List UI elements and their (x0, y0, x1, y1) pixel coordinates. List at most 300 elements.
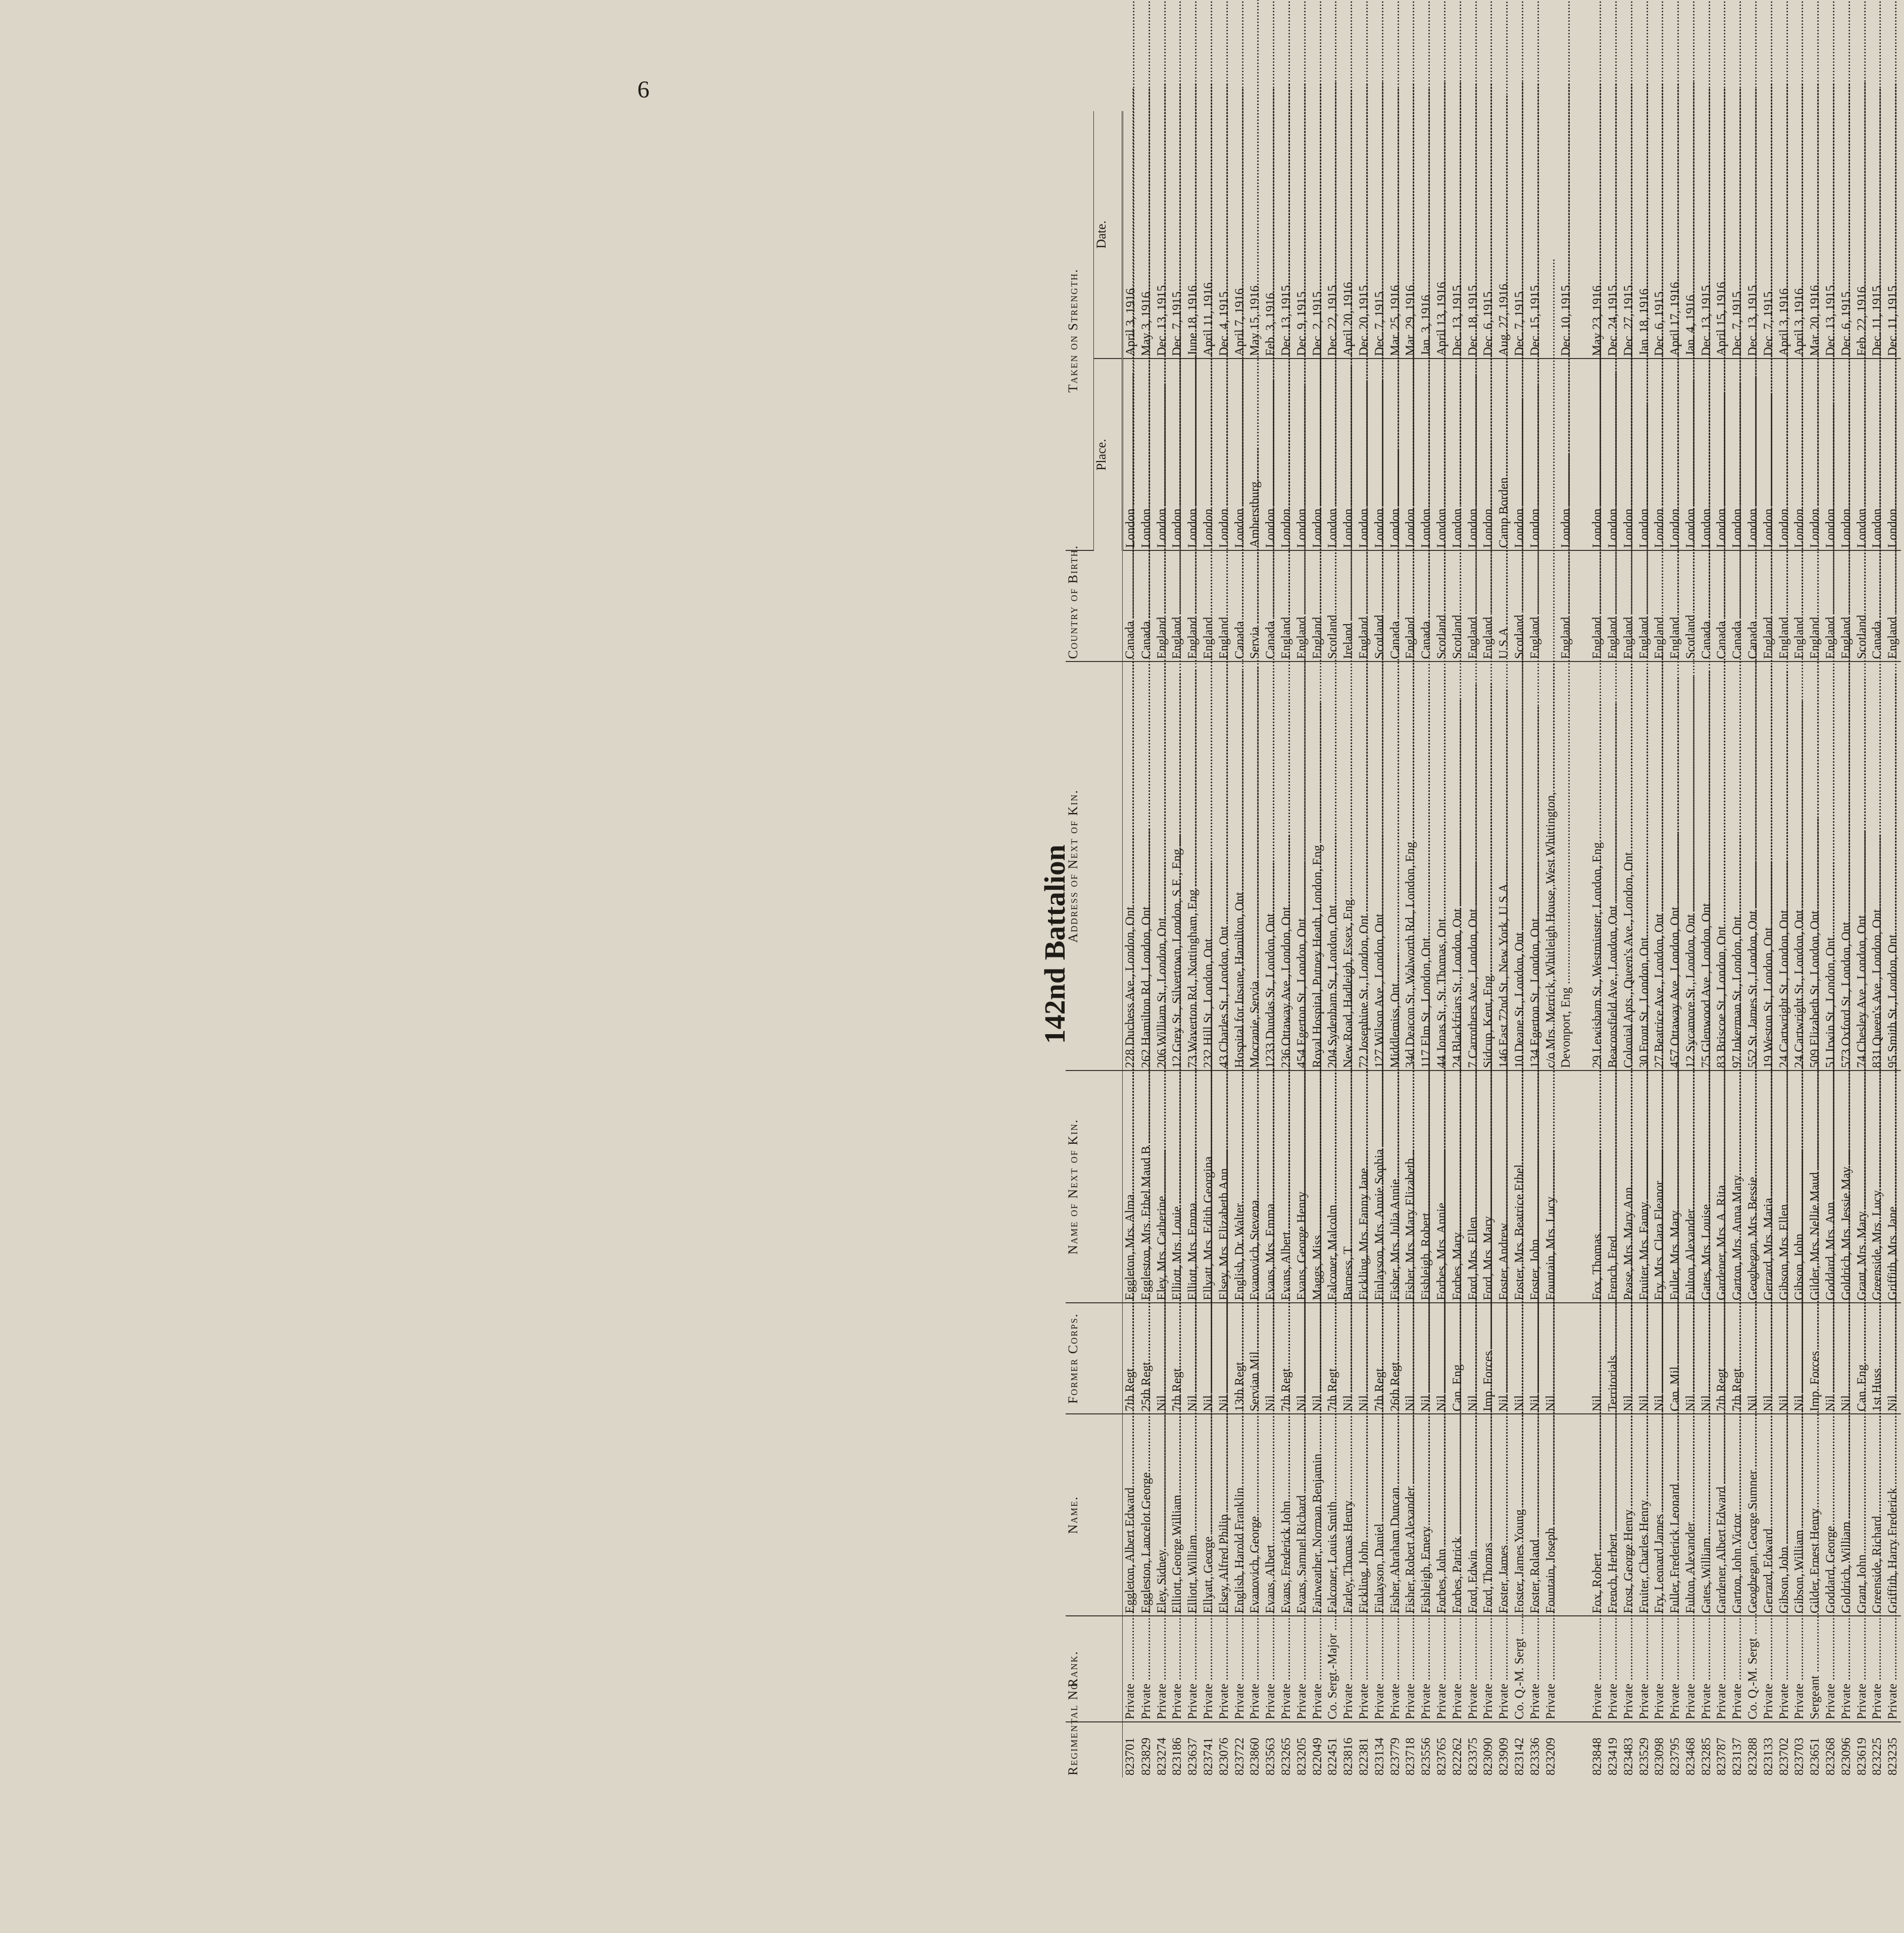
cell-name: Fickling, John ..... (1357, 1414, 1372, 1616)
cell-regimental-no: 823186 (1170, 1738, 1184, 1775)
table-row (1185, 111, 1201, 1777)
cell-date: Dec. 15, 1915 (1528, 111, 1543, 359)
cell-next-of-kin: Falconer, Malcolm ..... (1325, 1071, 1341, 1303)
cell-name: Gibson, William ..... (1792, 1414, 1808, 1616)
cell-next-of-kin: Fisher, Mrs. Julia Annie ..... (1388, 1071, 1404, 1303)
cell-date: Dec. 9, 1915 (1294, 111, 1310, 359)
cell-former-corps: Nil ..... (1263, 1303, 1279, 1414)
table-row (1808, 111, 1823, 1777)
cell-regimental-no: 823235 (1886, 1738, 1900, 1775)
cell-country: Canada ..... (1730, 550, 1745, 662)
cell-address: 454 Egerton St., London, Ont ..... (1294, 662, 1310, 1071)
cell-country: Scotland ..... (1450, 550, 1466, 662)
cell-rank: Private ..... (1217, 1616, 1232, 1722)
cell-rank: Private ..... (1839, 1616, 1855, 1722)
cell-regimental-no: 823741 (1201, 1738, 1215, 1775)
cell-country: Scotland ..... (1683, 550, 1699, 662)
cell-regimental-no: 823137 (1730, 1738, 1744, 1775)
cell-regimental-no: 823702 (1777, 1738, 1791, 1775)
cell-country: Scotland ..... (1512, 550, 1528, 662)
cell-country: England ..... (1155, 550, 1170, 662)
table-row (1621, 111, 1637, 1777)
cell-next-of-kin: Pease, Mrs. Mary Ann ..... (1621, 1071, 1637, 1303)
cell-name: Fishleigh, Emery ..... (1419, 1414, 1434, 1616)
table-row (1403, 111, 1419, 1777)
cell-address: 73 Waverton Rd., Nottingham, Eng ..... (1185, 662, 1201, 1071)
cell-address: 204 Sydenham St., London, Ont ..... (1325, 662, 1341, 1071)
cell-regimental-no: 823829 (1139, 1738, 1153, 1775)
cell-address: 262 Hamilton Rd., London, Ont ..... (1139, 662, 1155, 1071)
cell-next-of-kin: Ellyatt, Mrs. Edith Georgina ..... (1201, 1071, 1217, 1303)
cell-rank: Private ..... (1247, 1616, 1263, 1722)
header-next-of-kin: Name of Next of Kin. (1066, 1071, 1123, 1303)
cell-date: June 18, 1916 (1185, 111, 1201, 359)
cell-place: London ..... (1341, 359, 1357, 550)
table-row (1232, 111, 1248, 1777)
cell-former-corps: Territorials ..... (1606, 1303, 1621, 1414)
cell-rank: Private ..... (1185, 1616, 1201, 1722)
cell-country: England ..... (1170, 550, 1185, 662)
cell-rank: Private ..... (1714, 1616, 1730, 1722)
cell-regimental-no: 823787 (1715, 1738, 1729, 1775)
cell-next-of-kin: Gilder, Mrs. Nellie Maud ..... (1808, 1071, 1823, 1303)
cell-former-corps: Nil ..... (1590, 1303, 1606, 1414)
table-row (1450, 111, 1466, 1777)
cell-regimental-no: 823375 (1466, 1738, 1480, 1775)
cell-address: 552 St. James St., London, Ont ..... (1745, 662, 1761, 1071)
cell-country: Canada ..... (1388, 550, 1404, 662)
cell-date: April 20, 1916 (1341, 111, 1357, 359)
cell-regimental-no: 823556 (1419, 1738, 1433, 1775)
cell-former-corps: Nil ..... (1434, 1303, 1450, 1414)
cell-regimental-no: 823419 (1606, 1738, 1620, 1775)
cell-name: Fruiter, Charles Henry ..... (1637, 1414, 1652, 1616)
cell-date: Dec. 6, 1915 (1839, 111, 1855, 359)
cell-next-of-kin: Elliott, Mrs. Emma ..... (1185, 1071, 1201, 1303)
table-row (1745, 111, 1761, 1777)
row-gap (1574, 111, 1590, 1777)
cell-name: Gates, William ..... (1699, 1414, 1715, 1616)
cell-name: Forbes, John ..... (1434, 1414, 1450, 1616)
cell-former-corps: Nil ..... (1683, 1303, 1699, 1414)
cell-address: 29 Lewisham St., Westminster, London, Eng ..... (1590, 662, 1606, 1071)
cell-former-corps: Nil ..... (1885, 1303, 1901, 1414)
cell-place: London ..... (1885, 359, 1901, 550)
cell-name: Gerrard, Edward ..... (1761, 1414, 1777, 1616)
cell-address: 236 Ottaway Ave., London, Ont ..... (1279, 662, 1294, 1071)
cell-address: 19 Weston St., London, Ont ..... (1761, 662, 1777, 1071)
cell-rank: Private ..... (1201, 1616, 1217, 1722)
cell-rank: Private ..... (1434, 1616, 1450, 1722)
cell-former-corps: Nil ..... (1419, 1303, 1434, 1414)
cell-rank: Private ..... (1263, 1616, 1279, 1722)
cell-regimental-no: 823779 (1388, 1738, 1402, 1775)
table-row (1263, 111, 1279, 1777)
cell-date: April 13, 1916 (1434, 111, 1450, 359)
table-row (1543, 111, 1559, 1777)
cell-country: England ..... (1403, 550, 1419, 662)
cell-name: Greenside, Richard ..... (1870, 1414, 1885, 1616)
cell-next-of-kin: Foster, Mrs. Beatrice Ethel ..... (1512, 1071, 1528, 1303)
cell-rank: Private ..... (1450, 1616, 1466, 1722)
table-row (1201, 111, 1217, 1777)
cell-date: Dec. 13, 1915 (1155, 111, 1170, 359)
cell-country: Scotland ..... (1372, 550, 1388, 662)
cell-former-corps: Nil ..... (1839, 1303, 1855, 1414)
cell-address: Sidcup, Kent, Eng ..... (1481, 662, 1496, 1071)
cell-rank: Private ..... (1139, 1616, 1155, 1722)
cell-regimental-no: 823096 (1839, 1738, 1853, 1775)
cell-name: Fisher, Robert Alexander ..... (1403, 1414, 1419, 1616)
cell-place: London ..... (1279, 359, 1294, 550)
cell-next-of-kin: Fruiter, Mrs. Fanny ..... (1637, 1071, 1652, 1303)
table-row (1434, 111, 1450, 1777)
header-place: Place. (1094, 359, 1123, 550)
cell-place: London ..... (1668, 359, 1683, 550)
cell-place: London ..... (1714, 359, 1730, 550)
cell-country: Canada ..... (1419, 550, 1434, 662)
cell-regimental-no: 823795 (1668, 1738, 1682, 1775)
cell-former-corps: Nil ..... (1777, 1303, 1792, 1414)
cell-name: Fisher, Abraham Duncan ..... (1388, 1414, 1404, 1616)
cell-rank: Private ..... (1637, 1616, 1652, 1722)
cell-place: London ..... (1232, 359, 1248, 550)
cell-date: Dec. 11, 1915 (1870, 111, 1885, 359)
cell-country: England ..... (1466, 550, 1481, 662)
cell-country: Canada ..... (1745, 550, 1761, 662)
cell-former-corps: 7th Regt ..... (1714, 1303, 1730, 1414)
cell-next-of-kin: Fulton, Alexander ..... (1683, 1071, 1699, 1303)
cell-rank: Private ..... (1777, 1616, 1792, 1722)
cell-regimental-no: 823268 (1824, 1738, 1838, 1775)
cell-former-corps: Nil ..... (1528, 1303, 1543, 1414)
cell-regimental-no: 823468 (1683, 1738, 1697, 1775)
cell-date: Dec. 13, 1915 (1745, 111, 1761, 359)
cell-rank: Private ..... (1590, 1616, 1606, 1722)
cell-next-of-kin: Grant, Mrs. Mary ..... (1855, 1071, 1870, 1303)
cell-former-corps: 7th Regt ..... (1123, 1303, 1139, 1414)
cell-rank: Private ..... (1528, 1616, 1543, 1722)
cell-next-of-kin: Finlayson, Mrs. Annie Sophia ..... (1372, 1071, 1388, 1303)
cell-address: Colonial Apts., Queen's Ave., London, Ont ..... (1621, 662, 1637, 1071)
header-former-corps: Former Corps. (1066, 1303, 1123, 1414)
cell-date: Dec. 13, 1915 (1823, 111, 1839, 359)
cell-next-of-kin: Ford, Mrs. Mary ..... (1481, 1071, 1496, 1303)
cell-place: London ..... (1839, 359, 1855, 550)
cell-next-of-kin: Elliott, Mrs. Louie ..... (1170, 1071, 1185, 1303)
header-country: Country of Birth. (1066, 550, 1123, 662)
cell-name: French, Herbert ..... (1606, 1414, 1621, 1616)
cell-address: 24 Blackfriars St., London, Ont ..... (1450, 662, 1466, 1071)
header-name: Name. (1066, 1414, 1123, 1616)
cell-address: Royal Hospital, Putney Heath, London, Eng ..... (1310, 662, 1326, 1071)
cell-country: Servia ..... (1247, 550, 1263, 662)
table-row (1606, 111, 1621, 1777)
table-row (1357, 111, 1372, 1777)
cell-address: 831 Queen's Ave., London, Ont ..... (1870, 662, 1885, 1071)
cell-next-of-kin: Gerrard, Mrs. Maria ..... (1761, 1071, 1777, 1303)
cell-former-corps: 7th Regt ..... (1325, 1303, 1341, 1414)
cell-next-of-kin (1559, 1071, 1574, 1303)
cell-country: Canada ..... (1123, 550, 1139, 662)
cell-regimental-no: 823134 (1372, 1738, 1386, 1775)
cell-regimental-no: 823718 (1404, 1738, 1418, 1775)
cell-rank: Private ..... (1792, 1616, 1808, 1722)
cell-name: Evans, Albert ..... (1263, 1414, 1279, 1616)
cell-next-of-kin: Evans, Mrs. Emma ..... (1263, 1071, 1279, 1303)
cell-date: Feb. 22, 1916 (1855, 111, 1870, 359)
cell-date: Dec. 11, 1915 (1885, 111, 1901, 359)
cell-country: England ..... (1839, 550, 1855, 662)
cell-former-corps: Can. Eng ..... (1450, 1303, 1466, 1414)
cell-address: 34d Deacon St., Walworth Rd., London, Eng ..... (1403, 662, 1419, 1071)
cell-former-corps: Nil ..... (1699, 1303, 1715, 1414)
cell-next-of-kin: Eley, Mrs. Catherine ..... (1155, 1071, 1170, 1303)
cell-former-corps: Servian Mil ..... (1247, 1303, 1263, 1414)
cell-next-of-kin: Gates, Mrs. Louise ..... (1699, 1071, 1715, 1303)
cell-name: Grant, John ..... (1855, 1414, 1870, 1616)
cell-country: England ..... (1668, 550, 1683, 662)
table-row (1668, 111, 1683, 1777)
cell-address: 83 Briscoe St., London, Ont ..... (1714, 662, 1730, 1071)
cell-rank: Private ..... (1388, 1616, 1404, 1722)
cell-date: April 3, 1916 (1123, 111, 1139, 359)
cell-name: Eggleton, Albert Edward ..... (1123, 1414, 1139, 1616)
cell-place: London ..... (1155, 359, 1170, 550)
cell-address: 95 Smith St., London, Ont ..... (1885, 662, 1901, 1071)
cell-rank: Co. Q.-M. Sergt ..... (1745, 1616, 1761, 1722)
cell-rank: Private ..... (1357, 1616, 1372, 1722)
cell-address: 74 Chesley Ave., London, Ont ..... (1855, 662, 1870, 1071)
cell-rank: Sergeant ..... (1808, 1616, 1823, 1722)
cell-regimental-no: 823090 (1481, 1738, 1495, 1775)
cell-date: Jan. 18, 1916 (1637, 111, 1652, 359)
cell-rank: Private ..... (1855, 1616, 1870, 1722)
cell-address: Beaconsfield Ave., London, Ont ..... (1606, 662, 1621, 1071)
cell-name: Finlayson, Daniel ..... (1372, 1414, 1388, 1616)
cell-former-corps: 7th Regt ..... (1372, 1303, 1388, 1414)
cell-place: London ..... (1201, 359, 1217, 550)
cell-place: London ..... (1123, 359, 1139, 550)
cell-next-of-kin: Maggs, Miss ..... (1310, 1071, 1326, 1303)
cell-next-of-kin: Gardener, Mrs. A. Rita ..... (1714, 1071, 1730, 1303)
cell-address: 43 Charles St., London, Ont ..... (1217, 662, 1232, 1071)
cell-country: Canada ..... (1714, 550, 1730, 662)
cell-place: London ..... (1170, 359, 1185, 550)
cell-former-corps: Nil ..... (1637, 1303, 1652, 1414)
cell-country: England ..... (1792, 550, 1808, 662)
cell-country: Scotland ..... (1434, 550, 1450, 662)
cell-regimental-no: 823225 (1870, 1738, 1884, 1775)
cell-regimental-no: 822049 (1310, 1738, 1324, 1775)
cell-former-corps: 25th Regt ..... (1139, 1303, 1155, 1414)
cell-date: Dec. 7, 1915 (1512, 111, 1528, 359)
cell-place: London ..... (1637, 359, 1652, 550)
cell-name: Goddard, George ..... (1823, 1414, 1839, 1616)
table-row (1123, 111, 1139, 1777)
page-number: 6 (637, 76, 649, 103)
cell-rank: Private ..... (1403, 1616, 1419, 1722)
cell-former-corps: Nil ..... (1201, 1303, 1217, 1414)
cell-name: Gardener, Albert Edward ..... (1714, 1414, 1730, 1616)
header-taken-on-strength: Taken on Strength. (1066, 111, 1094, 550)
cell-regimental-no: 823285 (1699, 1738, 1713, 1775)
header-rank: Rank. (1066, 1616, 1123, 1722)
cell-former-corps: Nil ..... (1512, 1303, 1528, 1414)
cell-date: Mar. 20, 1916 (1808, 111, 1823, 359)
cell-name: Griffith, Harry Frederick ..... (1885, 1414, 1901, 1616)
cell-name: Fulton, Alexander ..... (1683, 1414, 1699, 1616)
cell-place: London ..... (1777, 359, 1792, 550)
cell-regimental-no: 823483 (1621, 1738, 1635, 1775)
cell-next-of-kin: English, Dr. Walter ..... (1232, 1071, 1248, 1303)
cell-rank: Private ..... (1481, 1616, 1496, 1722)
cell-rank: Private ..... (1870, 1616, 1885, 1722)
cell-rank: Co. Sergt.-Major ..... (1325, 1616, 1341, 1722)
cell-date: Dec. 24, 1915 (1606, 111, 1621, 359)
cell-former-corps: Nil ..... (1792, 1303, 1808, 1414)
cell-address: Hospital for Insane, Hamilton, Ont ..... (1232, 662, 1248, 1071)
cell-country: England ..... (1294, 550, 1310, 662)
cell-country: Canada ..... (1139, 550, 1155, 662)
cell-date: Dec. 7, 1915 (1372, 111, 1388, 359)
table-row (1777, 111, 1792, 1777)
cell-name: Gilder, Ernest Henry ..... (1808, 1414, 1823, 1616)
cell-name: Eley, Sidney ..... (1155, 1414, 1170, 1616)
cell-former-corps: Imp. Forces ..... (1808, 1303, 1823, 1414)
cell-date: Mar. 25, 1916 (1388, 111, 1404, 359)
cell-country: England ..... (1201, 550, 1217, 662)
cell-country: England ..... (1777, 550, 1792, 662)
cell-rank: Private ..... (1232, 1616, 1248, 1722)
cell-regimental-no: 822262 (1450, 1738, 1464, 1775)
table-row (1217, 111, 1232, 1777)
cell-rank: Private ..... (1885, 1616, 1901, 1722)
cell-address: 10 Deane St., London, Ont ..... (1512, 662, 1528, 1071)
cell-date: Dec. 6, 1915 (1652, 111, 1668, 359)
table-row (1699, 111, 1715, 1777)
cell-country: England ..... (1652, 550, 1668, 662)
table-row (1325, 111, 1341, 1777)
cell-next-of-kin: Fishleigh, Robert ..... (1419, 1071, 1434, 1303)
cell-place: Camp Borden ..... (1496, 359, 1512, 550)
cell-rank: Private ..... (1823, 1616, 1839, 1722)
cell-next-of-kin: Evanovich, Stevena ..... (1247, 1071, 1263, 1303)
cell-date: Dec. 7, 1915 (1730, 111, 1745, 359)
cell-country: England ..... (1885, 550, 1901, 662)
cell-regimental-no: 823701 (1123, 1738, 1137, 1775)
cell-next-of-kin: Greenside, Mrs. Lucy ..... (1870, 1071, 1885, 1303)
cell-next-of-kin: French, Fred ..... (1606, 1071, 1621, 1303)
cell-name: Garton, John Victor ..... (1730, 1414, 1745, 1616)
table-row (1294, 111, 1310, 1777)
cell-next-of-kin: Garton, Mrs. Anna Mary ..... (1730, 1071, 1745, 1303)
cell-regimental-no: 823336 (1528, 1738, 1542, 1775)
cell-place: London ..... (1855, 359, 1870, 550)
table-row (1372, 111, 1388, 1777)
cell-regimental-no: 823651 (1808, 1738, 1822, 1775)
cell-place: London ..... (1761, 359, 1777, 550)
cell-date: Dec. 4, 1915 (1217, 111, 1232, 359)
cell-address: Devonport, Eng ..... (1559, 662, 1574, 1071)
cell-former-corps: Nil ..... (1403, 1303, 1419, 1414)
cell-address: 97 Inkerman St., London, Ont ..... (1730, 662, 1745, 1071)
cell-place: London ..... (1683, 359, 1699, 550)
cell-next-of-kin: Fox, Thomas ..... (1590, 1071, 1606, 1303)
cell-country: England ..... (1590, 550, 1606, 662)
cell-date: Dec. 22, 1915 (1325, 111, 1341, 359)
cell-place: London ..... (1870, 359, 1885, 550)
cell-name: Fox, Robert ..... (1590, 1414, 1606, 1616)
cell-place: London ..... (1419, 359, 1434, 550)
cell-address: 24 Cartwright St., London, Ont ..... (1792, 662, 1808, 1071)
cell-former-corps: 13th Regt ..... (1232, 1303, 1248, 1414)
cell-next-of-kin: Fuller, Mrs. Mary ..... (1668, 1071, 1683, 1303)
cell-country: England ..... (1528, 550, 1543, 662)
cell-country: England ..... (1185, 550, 1201, 662)
cell-address: 457 Ottaway Ave., London, Ont ..... (1668, 662, 1683, 1071)
cell-address: 1233 Dundas St., London, Ont ..... (1263, 662, 1279, 1071)
cell-former-corps: Nil ..... (1652, 1303, 1668, 1414)
cell-place: London ..... (1434, 359, 1450, 550)
cell-address: c/o Mrs. Merrick, Whitleigh House, West Whittington, ..... (1543, 662, 1559, 1071)
cell-date: Dec. 13, 1915 (1450, 111, 1466, 359)
cell-place: London ..... (1263, 359, 1279, 550)
cell-regimental-no: 823265 (1279, 1738, 1293, 1775)
table-row (1310, 111, 1326, 1777)
cell-date: Dec. 7, 1915 (1170, 111, 1185, 359)
cell-former-corps: Can. Mil ..... (1668, 1303, 1683, 1414)
cell-rank: Private ..... (1730, 1616, 1745, 1722)
table-row (1683, 111, 1699, 1777)
table-row (1590, 111, 1606, 1777)
cell-next-of-kin: Forbes, Mrs. Annie ..... (1434, 1071, 1450, 1303)
cell-regimental-no: 823142 (1512, 1738, 1526, 1775)
cell-next-of-kin: Elsey, Mrs. Elizabeth Ann ..... (1217, 1071, 1232, 1303)
cell-country: Scotland ..... (1325, 550, 1341, 662)
table-row (1512, 111, 1528, 1777)
cell-place: London ..... (1139, 359, 1155, 550)
cell-address: 12 Grey St., Silvertown, London, S.E., Eng ..... (1170, 662, 1185, 1071)
cell-rank: Private ..... (1621, 1616, 1637, 1722)
roll-body (1123, 111, 1901, 1777)
cell-country: England ..... (1357, 550, 1372, 662)
cell-former-corps: Nil ..... (1185, 1303, 1201, 1414)
cell-rank: Private ..... (1341, 1616, 1357, 1722)
cell-country: Canada ..... (1870, 550, 1885, 662)
cell-place: London ..... (1621, 359, 1637, 550)
header-date: Date. (1094, 111, 1123, 359)
cell-date: April 17, 1916 (1668, 111, 1683, 359)
cell-next-of-kin: Fry, Mrs. Clara Eleanor ..... (1652, 1071, 1668, 1303)
cell-next-of-kin: Foster, Andrew ..... (1496, 1071, 1512, 1303)
nominal-roll-table (1066, 111, 1901, 1777)
cell-place: London ..... (1606, 359, 1621, 550)
cell-date: April 3, 1916 (1792, 111, 1808, 359)
cell-address: 30 Front St., London, Ont ..... (1637, 662, 1652, 1071)
cell-rank: Private ..... (1683, 1616, 1699, 1722)
cell-country: England ..... (1621, 550, 1637, 662)
cell-country: Canada ..... (1232, 550, 1248, 662)
cell-rank: Private ..... (1372, 1616, 1388, 1722)
table-row (1139, 111, 1155, 1777)
cell-next-of-kin: Forbes, Mary ..... (1450, 1071, 1466, 1303)
header-address: Address of Next of Kin. (1066, 662, 1123, 1071)
cell-rank: Private ..... (1761, 1616, 1777, 1722)
cell-country: England ..... (1310, 550, 1326, 662)
cell-date: Dec. 13, 1915 (1699, 111, 1715, 359)
cell-former-corps: Nil ..... (1341, 1303, 1357, 1414)
